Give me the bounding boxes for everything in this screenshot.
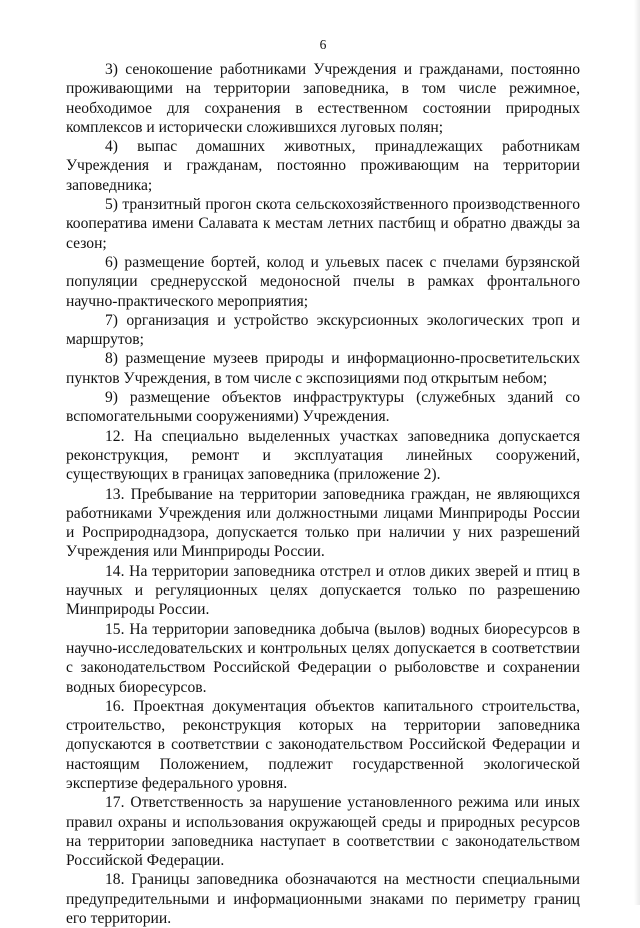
paragraph-clause-13: 13. Пребывание на территории заповедника граждан, не являющихся работниками Учреждения или должностными лицами Минприроды России и Росприроднадзора, допускается только при наличии у них разрешений Учреждения или Минприроды России. [66, 485, 580, 561]
document-body [66, 60, 580, 928]
paragraph-item-5-livestock-transit: 5) транзитный прогон скота сельскохозяйственного производственного кооператива имени Салавата к местам летних пастбищ и обратно дважды за сезон; [66, 196, 580, 252]
paragraph-item-4-grazing: 4) выпас домашних животных, принадлежащих работникам Учреждения и гражданам, постоянно проживающим на территории заповедника; [66, 138, 580, 194]
paragraph-item-6-beekeeping: 6) размещение бортей, колод и ульевых пасек с пчелами бурзянской популяции среднерусской медоносной пчелы в рамках фронтального научно-практического мероприятия; [66, 253, 580, 310]
paragraph-clause-12: 12. На специально выделенных участках заповедника допускается реконструкция, ремонт и эксплуатация линейных сооружений, существующих в границах заповедника (приложение 2). [66, 427, 580, 484]
paragraph-clause-17: 17. Ответственность за нарушение установленного режима или иных правил охраны и использования окружающей среды и природных ресурсов на территории заповедника наступает в соответствии с законодательством Российской Федерации. [66, 794, 580, 870]
paragraph-clause-15: 15. На территории заповедника добыча (вылов) водных биоресурсов в научно-исследовательских и контрольных целях допускается в соответствии с законодательством Российской Федерации о рыболовстве и сохранении водных биоресурсов. [66, 620, 580, 696]
scan-edge-shadow [634, 0, 640, 905]
paragraph-item-7-eco-trails: 7) организация и устройство экскурсионных экологических троп и маршрутов; [66, 311, 580, 349]
paragraph-item-9-infrastructure: 9) размещение объектов инфраструктуры (служебных зданий со вспомогательными сооружениями) Учреждения. [66, 389, 580, 426]
paragraph-clause-16: 16. Проектная документация объектов капитального строительства, строительство, реконструкция которых на территории заповедника допускаются в соответствии с законодательством Российской Федерации и настоящим Положением, подлежит государственной экологической экспертизе федерального уровня. [66, 697, 580, 792]
paragraph-item-3-haymaking: 3) сенокошение работниками Учреждения и гражданами, постоянно проживающими на территории заповедника, в том числе режимное, необходимое для сохранения в естественном состоянии природных комплексов и исторически сложившихся луговых полян; [66, 61, 580, 136]
paragraph-clause-18: 18. Границы заповедника обозначаются на местности специальными предупредительными и информационными знаками по периметру границ его территории. [66, 871, 580, 928]
page-number: 6 [319, 37, 327, 52]
paragraph-item-8-museums: 8) размещение музеев природы и информационно-просветительских пунктов Учреждения, в том числе с экспозициями под открытым небом; [66, 350, 580, 387]
paragraph-clause-14: 14. На территории заповедника отстрел и отлов диких зверей и птиц в научных и регуляционных целях допускается только по разрешению Минприроды России. [66, 562, 580, 619]
